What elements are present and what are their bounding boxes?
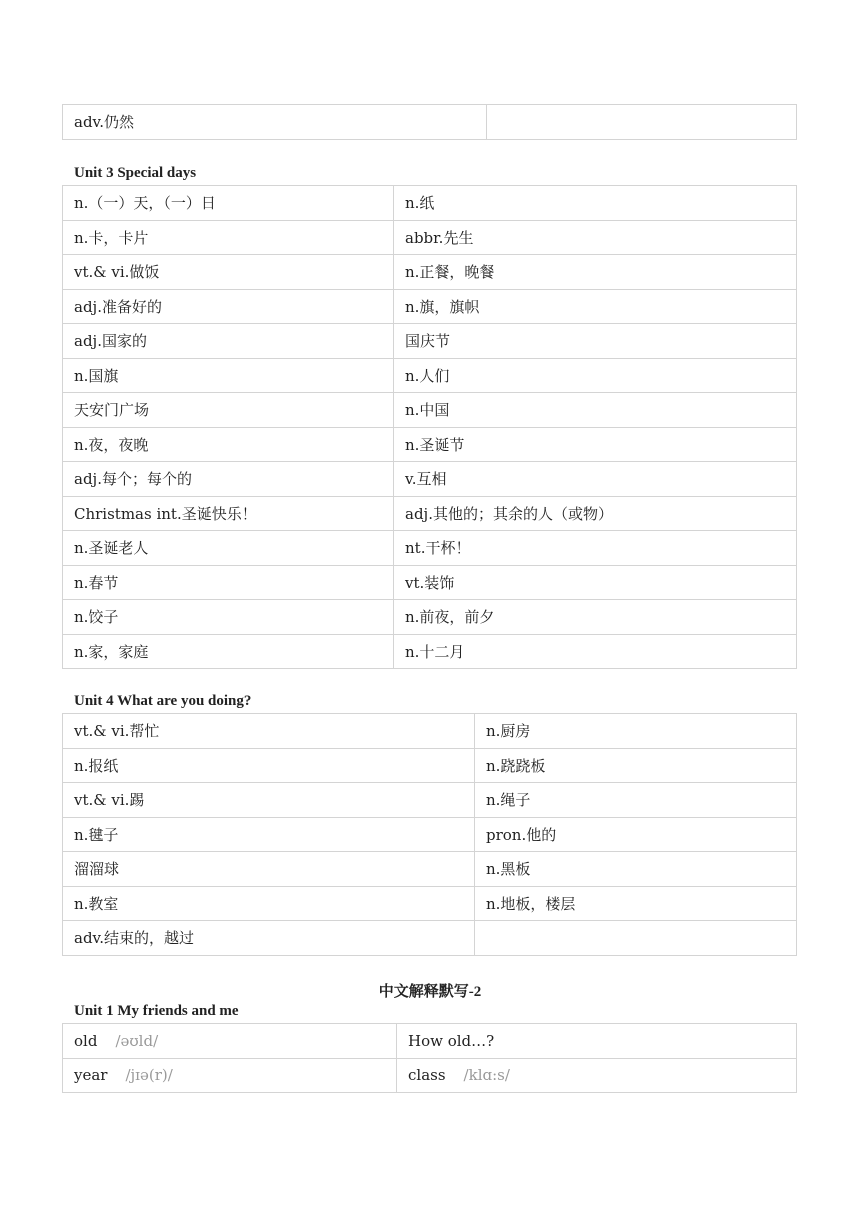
table-row: [63, 531, 797, 566]
table-row: [63, 462, 797, 497]
table-row: [63, 1058, 797, 1093]
unit3-vocab-table: [62, 185, 797, 669]
table-cell: vt.& vi.帮忙: [63, 714, 475, 749]
word: old: [74, 1031, 98, 1050]
table-cell: n.圣诞节: [394, 427, 797, 462]
table-row: [63, 289, 797, 324]
table-cell: n.教室: [63, 886, 475, 921]
table-cell: n.国旗: [63, 358, 394, 393]
table-cell: [475, 921, 797, 956]
table-cell: n.（一）天，（一）日: [63, 186, 394, 221]
table-row: [63, 105, 797, 140]
vocab-table-continued: [62, 104, 797, 140]
word: year: [74, 1066, 108, 1085]
unit1-heading: Unit 1 My friends and me: [74, 1003, 239, 1019]
table-cell: 天安门广场: [63, 393, 394, 428]
phonetic: /klɑ:s/: [463, 1066, 510, 1085]
unit1-vocab-table: [62, 1023, 797, 1093]
table-cell: v.互相: [394, 462, 797, 497]
table-cell: [487, 105, 797, 140]
unit4-vocab-table: [62, 713, 797, 956]
table-cell: n.夜，夜晚: [63, 427, 394, 462]
table-row: [63, 634, 797, 669]
table-cell: vt.& vi.踢: [63, 783, 475, 818]
table-cell: [397, 1024, 797, 1059]
table-cell: [397, 1058, 797, 1093]
table-cell: n.纸: [394, 186, 797, 221]
table-cell: pron.他的: [475, 817, 797, 852]
table-cell: n.家，家庭: [63, 634, 394, 669]
table-row: [63, 220, 797, 255]
table-cell: vt.装饰: [394, 565, 797, 600]
table-cell: n.十二月: [394, 634, 797, 669]
table-cell: adj.其他的；其余的人（或物）: [394, 496, 797, 531]
table-row: [63, 886, 797, 921]
table-row: [63, 852, 797, 887]
table-cell: adv.结束的，越过: [63, 921, 475, 956]
table-row: [63, 255, 797, 290]
table-cell: n.春节: [63, 565, 394, 600]
table-cell: n.黑板: [475, 852, 797, 887]
table-cell: n.前夜，前夕: [394, 600, 797, 635]
table-cell: Christmas int.圣诞快乐！: [63, 496, 394, 531]
table-cell: adj.准备好的: [63, 289, 394, 324]
table-row: [63, 817, 797, 852]
table-row: [63, 186, 797, 221]
phonetic: /jɪə(r)/: [125, 1066, 173, 1085]
table-row: [63, 324, 797, 359]
table-cell: [63, 1024, 397, 1059]
table-cell: 溜溜球: [63, 852, 475, 887]
unit3-heading: Unit 3 Special days: [74, 165, 197, 181]
table-cell: [63, 1058, 397, 1093]
table-cell: n.报纸: [63, 748, 475, 783]
word: class: [408, 1066, 446, 1085]
table-row: [63, 565, 797, 600]
table-row: [63, 358, 797, 393]
table-row: [63, 427, 797, 462]
table-cell: adv.仍然: [63, 105, 487, 140]
table-cell: 国庆节: [394, 324, 797, 359]
table-cell: vt.& vi.做饭: [63, 255, 394, 290]
table-cell: nt.干杯！: [394, 531, 797, 566]
table-row: [63, 714, 797, 749]
phonetic: /əʊld/: [115, 1031, 159, 1050]
table-cell: adj.国家的: [63, 324, 394, 359]
table-cell: abbr.先生: [394, 220, 797, 255]
table-cell: n.毽子: [63, 817, 475, 852]
table-row: [63, 393, 797, 428]
table-row: [63, 600, 797, 635]
table-cell: n.跷跷板: [475, 748, 797, 783]
table-cell: n.饺子: [63, 600, 394, 635]
table-cell: n.中国: [394, 393, 797, 428]
table-cell: n.人们: [394, 358, 797, 393]
section-title: 中文解释默写-2: [378, 984, 482, 1000]
table-row: [63, 496, 797, 531]
unit4-heading: Unit 4 What are you doing?: [74, 693, 252, 709]
table-cell: n.绳子: [475, 783, 797, 818]
word: How old…?: [408, 1031, 495, 1050]
table-cell: n.卡，卡片: [63, 220, 394, 255]
table-cell: n.正餐，晚餐: [394, 255, 797, 290]
table-cell: adj.每个；每个的: [63, 462, 394, 497]
table-row: [63, 921, 797, 956]
table-cell: n.圣诞老人: [63, 531, 394, 566]
table-cell: n.厨房: [475, 714, 797, 749]
table-row: [63, 783, 797, 818]
table-row: [63, 1024, 797, 1059]
table-cell: n.旗，旗帜: [394, 289, 797, 324]
table-row: [63, 748, 797, 783]
table-cell: n.地板，楼层: [475, 886, 797, 921]
